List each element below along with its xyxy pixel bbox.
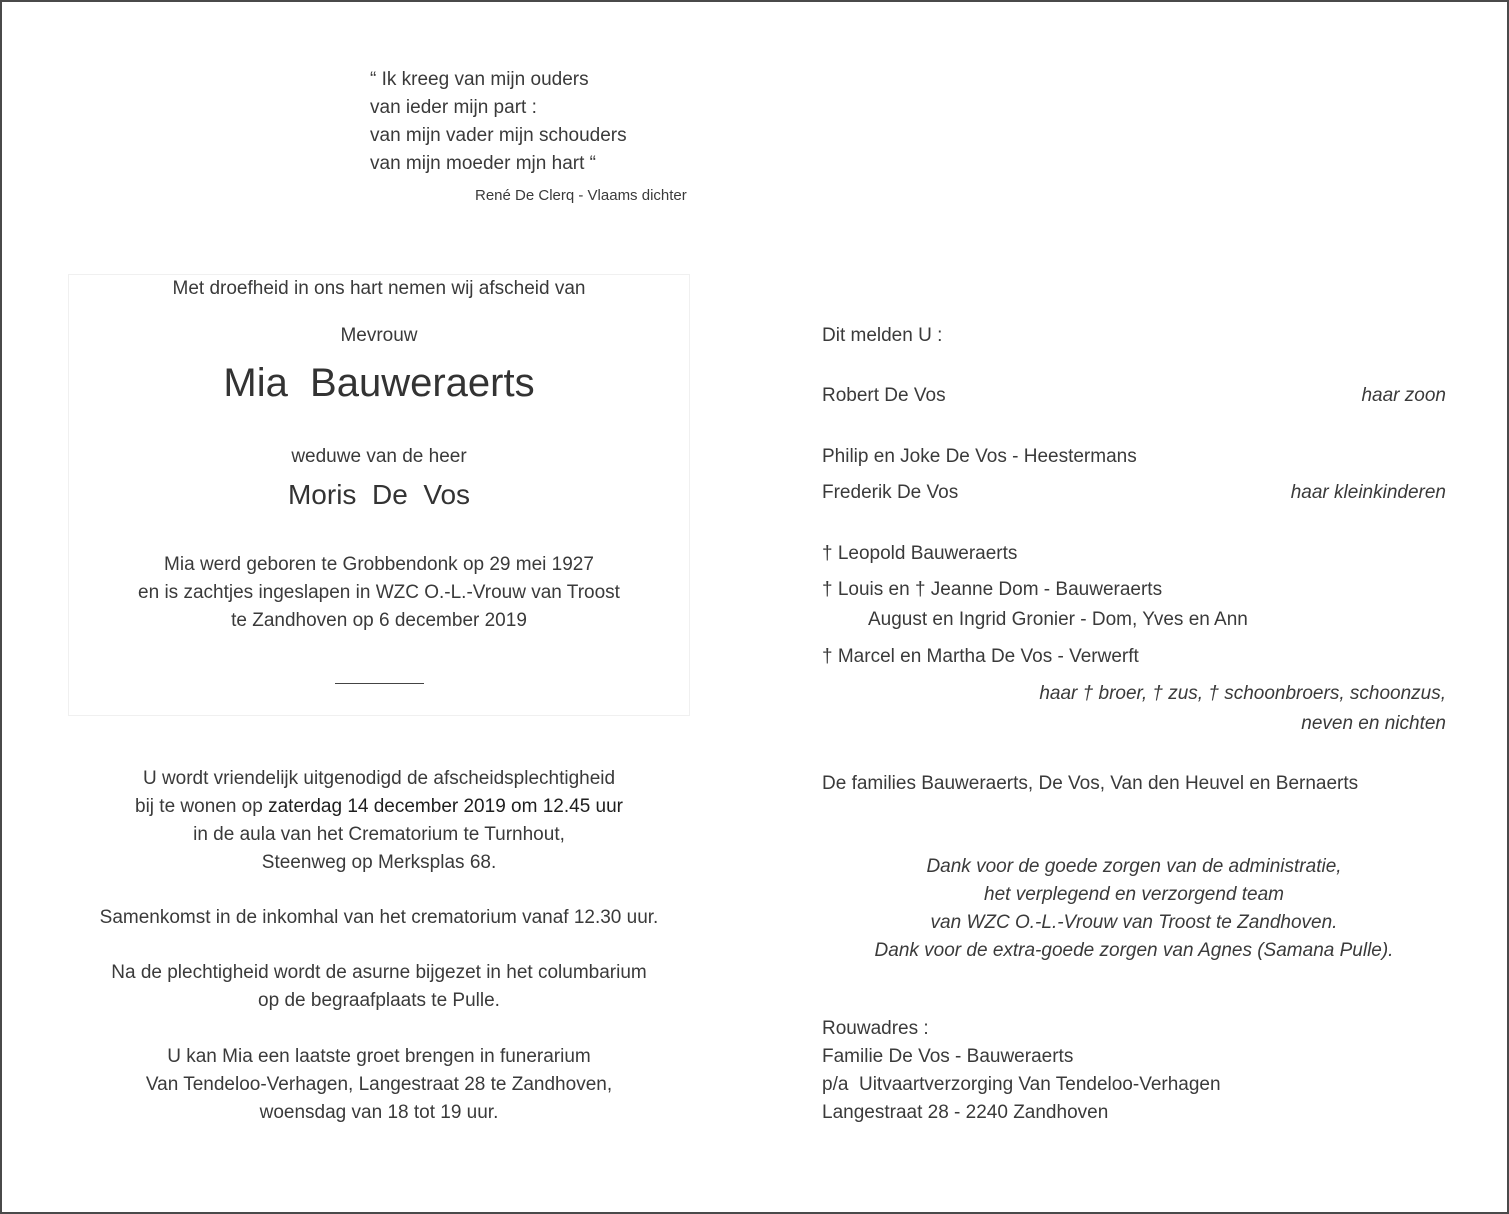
- birth-line: te Zandhoven op 6 december 2019: [231, 610, 527, 631]
- gathering-info: [68, 904, 690, 932]
- ceremony-line: U wordt vriendelijk uitgenodigd de afscheidsplechtigheid: [142, 768, 616, 789]
- ceremony-prefix: bij te wonen op: [135, 796, 269, 817]
- thanks-note: [822, 853, 1446, 965]
- quote-line: “ Ik kreeg van mijn ouders: [370, 69, 589, 90]
- address-line: Rouwadres :: [822, 1018, 929, 1039]
- announcement-intro: Met droefheid in ons hart nemen wij afscheid van: [172, 278, 586, 299]
- family-row: [822, 479, 1446, 507]
- address-line: Langestraat 28 - 2240 Zandhoven: [822, 1102, 1109, 1123]
- family-member: † Marcel en Martha De Vos - Verwerft: [822, 646, 1139, 667]
- family-heading: Dit melden U :: [822, 325, 943, 346]
- address-line: p/a Uitvaartverzorging Van Tendeloo-Verhagen: [822, 1074, 1221, 1095]
- urn-info: [68, 959, 690, 1015]
- quote-line: van mijn moeder mjn hart “: [370, 153, 596, 174]
- family-member: † Leopold Bauweraerts: [822, 543, 1018, 564]
- visit-info: [68, 1043, 690, 1127]
- mourning-address: [822, 1015, 1221, 1127]
- quote: [370, 66, 627, 178]
- families-line: De families Bauweraerts, De Vos, Van den Heuvel en Bernaerts: [822, 773, 1359, 794]
- ceremony-line: Steenweg op Merksplas 68.: [261, 852, 497, 873]
- family-member: Philip en Joke De Vos - Heestermans: [822, 446, 1137, 467]
- gathering-line: Samenkomst in de inkomhal van het crematorium vanaf 12.30 uur.: [99, 907, 659, 928]
- visit-line: woensdag van 18 tot 19 uur.: [259, 1102, 499, 1123]
- relation-line: neven en nichten: [1301, 713, 1446, 734]
- family-relation: haar kleinkinderen: [1290, 482, 1446, 503]
- family-relation: haar zoon: [1361, 385, 1446, 406]
- family-member: August en Ingrid Gronier - Dom, Yves en Ann: [868, 609, 1248, 630]
- thanks-line: het verplegend en verzorgend team: [984, 884, 1284, 905]
- ceremony-date: zaterdag 14 december 2019 om 12.45 uur: [268, 796, 623, 817]
- deceased-title: Mevrouw: [340, 325, 418, 346]
- thanks-line: Dank voor de goede zorgen van de administratie,: [926, 856, 1342, 877]
- deceased-name: Mia Bauweraerts: [223, 361, 535, 405]
- visit-line: Van Tendeloo-Verhagen, Langestraat 28 te Zandhoven,: [145, 1074, 613, 1095]
- family-member: Robert De Vos: [822, 385, 946, 406]
- family-member: Frederik De Vos: [822, 482, 959, 503]
- quote-line: van mijn vader mijn schouders: [370, 125, 627, 146]
- divider: [335, 683, 424, 684]
- birth-line: en is zachtjes ingeslapen in WZC O.-L.-Vrouw van Troost: [138, 582, 620, 603]
- address-line: Familie De Vos - Bauweraerts: [822, 1046, 1074, 1067]
- husband-name: Moris De Vos: [287, 479, 471, 510]
- urn-line: Na de plechtigheid wordt de asurne bijgezet in het columbarium: [111, 962, 647, 983]
- thanks-line: Dank voor de extra-goede zorgen van Agnes (Samana Pulle).: [874, 940, 1394, 961]
- birth-line: Mia werd geboren te Grobbendonk op 29 mei 1927: [164, 554, 594, 575]
- urn-line: op de begraafplaats te Pulle.: [258, 990, 500, 1011]
- family-row: [822, 382, 1446, 410]
- birth-death-details: [68, 551, 690, 635]
- thanks-line: van WZC O.-L.-Vrouw van Troost te Zandhoven.: [930, 912, 1338, 933]
- widow-label: weduwe van de heer: [291, 446, 467, 467]
- visit-line: U kan Mia een laatste groet brengen in funerarium: [167, 1046, 591, 1067]
- family-member: † Louis en † Jeanne Dom - Bauweraerts: [822, 579, 1163, 600]
- ceremony-line: [68, 793, 690, 821]
- relation-line: haar † broer, † zus, † schoonbroers, schoonzus,: [1039, 683, 1446, 704]
- family-relation: [822, 679, 1446, 739]
- quote-author: René De Clerq - Vlaams dichter: [475, 187, 687, 204]
- ceremony-line: in de aula van het Crematorium te Turnhout,: [193, 824, 565, 845]
- ceremony-info: [68, 765, 690, 877]
- quote-line: van ieder mijn part :: [370, 97, 537, 118]
